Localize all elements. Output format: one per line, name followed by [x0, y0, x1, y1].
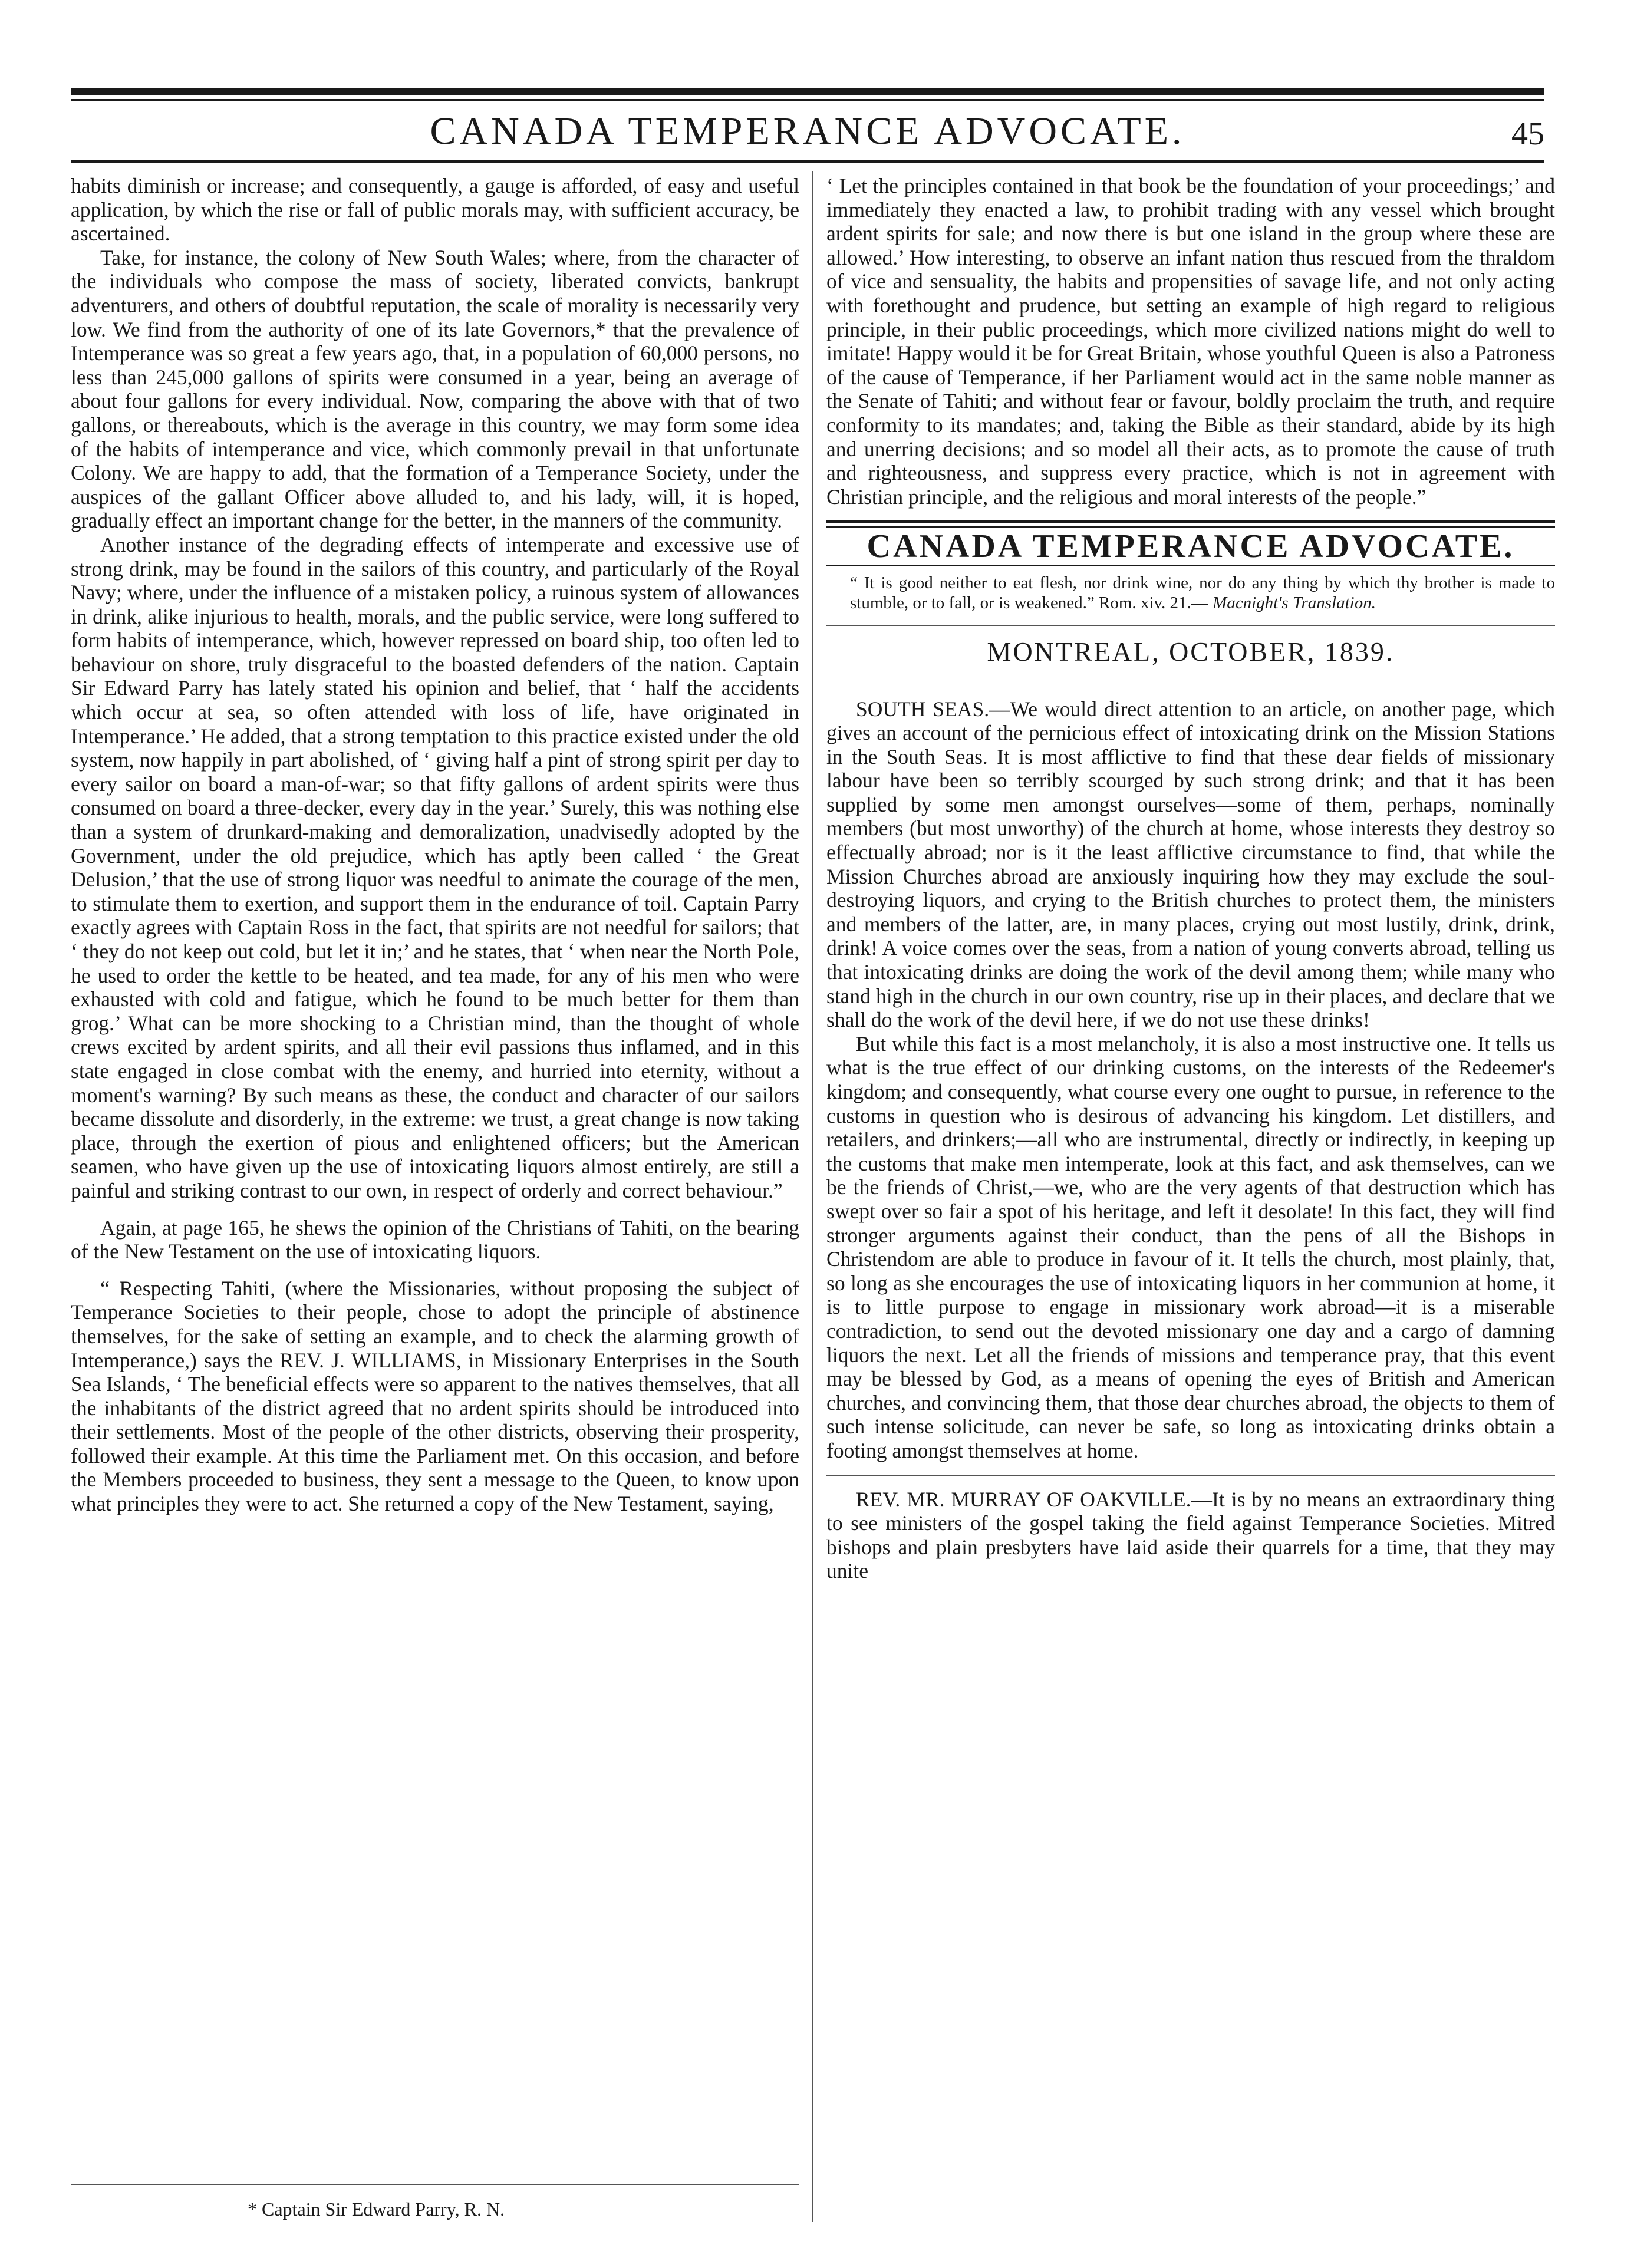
column-divider: [812, 171, 813, 2222]
footnote-rule: [71, 2184, 799, 2185]
section-rule-2: [826, 1475, 1555, 1476]
masthead-rule-bottom: [826, 565, 1555, 566]
right-paragraph-1: ‘ Let the principles contained in that book be the foundation of your proceedings;’ and immediately they enacted a law, to prohibit trading with any vessel which brought ardent spirits for sale; and now there is but one island in the group where these are allowed.’ How interesting, to observe an infant nation thus rescued from the thraldom of vice and sensuality, the habits and propensities of savage life, and not only acting with forethought and prudence, but setting an example of high regard to religious principle, in their public proceedings, which more civilized nations might do well to imitate! Happy would it be for Great Britain, whose youthful Queen is also a Patroness of the cause of Temperance, if her Parliament would act in the same noble manner as the Senate of Tahiti; and without fear or favour, boldly proclaim the truth, and require conformity to its mandates; and, taking the Bible as their standard, abide by its high and unerring decisions; and so model all their acts, as to promote the cause of truth and righteousness, and suppress every practice, which is not in agreement with Christian principle, and the religious and moral interests of the people.”: [826, 174, 1555, 509]
murray-heading: REV. MR. MURRAY OF OAKVILLE.: [856, 1487, 1191, 1511]
header-rule: [71, 160, 1544, 163]
left-paragraph-5: “ Respecting Tahiti, (where the Missionaries, without proposing the subject of Temperance Societies to their people, chose to adopt the principle of abstinence themselves, for the sake of setting an example, and to check the alarming growth of Intemperance,) says the REV. J. WILLIAMS, in Missionary Enterprises in the South Sea Islands, ‘ The beneficial effects were so apparent to the natives themselves, that all the inhabitants of the district agreed that no ardent spirits should be introduced into their settlements. Most of the people of the other districts, observing their prosperity, followed their example. At this time the Parliament met. On this occasion, and before the Members proceeded to business, they sent a message to the Queen, to know upon what principles they were to act. She returned a copy of the New Testament, saying,: [71, 1276, 799, 1516]
motto: [850, 573, 1555, 613]
top-heavy-rule: [71, 88, 1544, 95]
page-number: 45: [1511, 116, 1544, 152]
masthead-title: CANADA TEMPERANCE ADVOCATE.: [867, 528, 1515, 565]
masthead-rule-thin: [826, 526, 1555, 528]
masthead-rule: [826, 520, 1555, 523]
footnote: * Captain Sir Edward Parry, R. N.: [248, 2198, 505, 2220]
section-rule: [826, 625, 1555, 626]
left-paragraph-2: Take, for instance, the colony of New South Wales; where, from the character of the individuals who compose the mass of society, liberated convicts, bankrupt adventurers, and others of doubtful reputation, the scale of morality is necessarily very low. We find from the authority of one of its late Governors,* that the prevalence of Intemperance was so great a few years ago, that, in a population of 60,000 persons, no less than 245,000 gallons of spirits were consumed in a year, being an average of about four gallons for every individual. Now, comparing the above with that of two gallons, or thereabouts, which is the average in this country, we may form some idea of the habits of intemperance and vice, which commonly prevail in that unfortunate Colony. We are happy to add, that the formation of a Temperance Society, under the auspices of the gallant Officer above alluded to, and his lady, will, it is hoped, gradually effect an important change for the better, in the manners of the community.: [71, 245, 799, 533]
left-paragraph-4: Again, at page 165, he shews the opinion of the Christians of Tahiti, on the bearing of the New Testament on the use of intoxicating liquors.: [71, 1215, 799, 1264]
left-column: [71, 174, 799, 1516]
murray-paragraph-1: [826, 1488, 1555, 1583]
right-column: [826, 174, 1555, 1583]
dateline: MONTREAL, OCTOBER, 1839.: [987, 636, 1395, 667]
murray-text-1: —It is by no means an extraordinary thing to see ministers of the gospel taking the field against Temperance Societies. Mitred bishops and plain presbyters have laid aside their quarrels for a time, that they may unite: [826, 1487, 1555, 1583]
left-paragraph-1: habits diminish or increase; and consequently, a gauge is afforded, of easy and useful application, by which the rise or fall of public morals may, with sufficient accuracy, be ascertained.: [71, 174, 799, 246]
south-seas-paragraph-1: [826, 697, 1555, 1032]
south-seas-text-1: —We would direct attention to an article, on another page, which gives an account of the pernicious effect of intoxicating drink on the Mission Stations in the South Seas. It is most afflictive to find that these dear fields of missionary labour have been so terribly scourged by such strong drink; and that it has been supplied by some men amongst ourselves—some of them, perhaps, nominally members (but most unworthy) of the church at home, whose interests they destroy so effectually abroad; nor is it the least afflictive circumstance to find, that while the Mission Churches abroad are anxiously inquiring how they may exclude the soul-destroying liquors, and crying to the British churches to protect them, the ministers and members of the latter, are, in many places, crying out most lustily, drink, drink, drink! A voice comes over the seas, from a nation of young converts abroad, telling us that intoxicating drinks are doing the work of the devil among them; while many who stand high in the church in our own country, rise up in their places, and declare that we shall do the work of the devil here, if we do not use these drinks!: [826, 697, 1555, 1032]
south-seas-heading: SOUTH SEAS.: [856, 697, 990, 721]
top-thin-rule: [71, 99, 1544, 101]
left-paragraph-3: Another instance of the degrading effects of intemperate and excessive use of strong drink, may be found in the sailors of this country, and particularly of the Royal Navy; where, under the influence of a mistaken policy, a ruinous system of allowances in drink, alike injurious to health, morals, and the public service, were long suffered to form habits of intemperance, which, however repressed on board ship, too often led to behaviour on shore, truly disgraceful to the boasted defenders of the nation. Captain Sir Edward Parry has lately stated his opinion and belief, that ‘ half the accidents which occur at sea, so often attended with loss of life, have originated in Intemperance.’ He added, that a strong temptation to this practice existed under the old system, now happily in part abolished, of ‘ giving half a pint of strong spirit per day to every sailor on board a man-of-war; so that fifty gallons of ardent spirits were thus consumed on board a three-decker, every day in the year.’ Surely, this was nothing else than a system of drunkard-making and demoralization, unadvisedly adopted by the Government, under the old prejudice, which has aptly been called ‘ the Great Delusion,’ that the use of strong liquor was needful to animate the courage of the men, to stimulate them to exertion, and support them in the endurance of toil. Captain Parry exactly agrees with Captain Ross in the fact, that spirits are not needful for sailors; that ‘ they do not keep out cold, but let it in;’ and he states, that ‘ when near the North Pole, he used to order the kettle to be heated, and tea made, for any of his men who were exhausted with cold and fatigue, which he found to be much better for them than grog.’ What can be more shocking to a Christian mind, than the thought of whole crews excited by ardent spirits, and all their evil passions thus inflamed, and in this state engaged in close combat with the enemy, and hurried into eternity, without a moment's warning? By such means as these, the conduct and character of our sailors became dissolute and disorderly, in the extreme: we trust, a great change is now taking place, through the exertion of pious and enlightened officers; but the American seamen, who have given up the use of intoxicating liquors almost entirely, are still a painful and striking contrast to our own, in respect of orderly and correct behaviour.”: [71, 532, 799, 1202]
running-title: CANADA TEMPERANCE ADVOCATE.: [430, 110, 1185, 153]
south-seas-paragraph-2: But while this fact is a most melancholy, it is also a most instructive one. It tells us what is the true effect of our drinking customs, on the interests of the Redeemer's kingdom; and consequently, what course every one ought to pursue, in reference to the customs in question who is desirous of advancing his kingdom. Let distillers, and retailers, and drinkers;—all who are instrumental, directly or indirectly, in keeping up the customs that make men intemperate, look at this fact, and ask themselves, can we be the friends of Christ,—we, who are the very agents of that destruction which has swept over so fair a spot of his heritage, and left it desolate! In this fact, they will find stronger arguments against their conduct, than the pens of all the Bishops in Christendom are able to produce in favour of it. It tells the church, most plainly, that, so long as she encourages the use of intoxicating liquors in her communion at home, it is to little purpose to engage in missionary work abroad—it is a miserable contradiction, to send out the devoted missionary one day and a cargo of damning liquors the next. Let all the friends of missions and temperance pray, that this event may be blessed by God, as a means of opening the eyes of British and American churches, and convincing them, that those dear churches abroad, the objects to them of such intense solicitude, can never be safe, so long as intoxicating drinks obtain a footing amongst themselves at home.: [826, 1031, 1555, 1462]
motto-source: Macnight's Translation.: [1213, 593, 1376, 612]
motto-text: “ It is good neither to eat flesh, nor drink wine, nor do any thing by which thy brother is made to stumble, or to fall, or is weakened.” Rom. xiv. 21.—: [850, 573, 1555, 612]
